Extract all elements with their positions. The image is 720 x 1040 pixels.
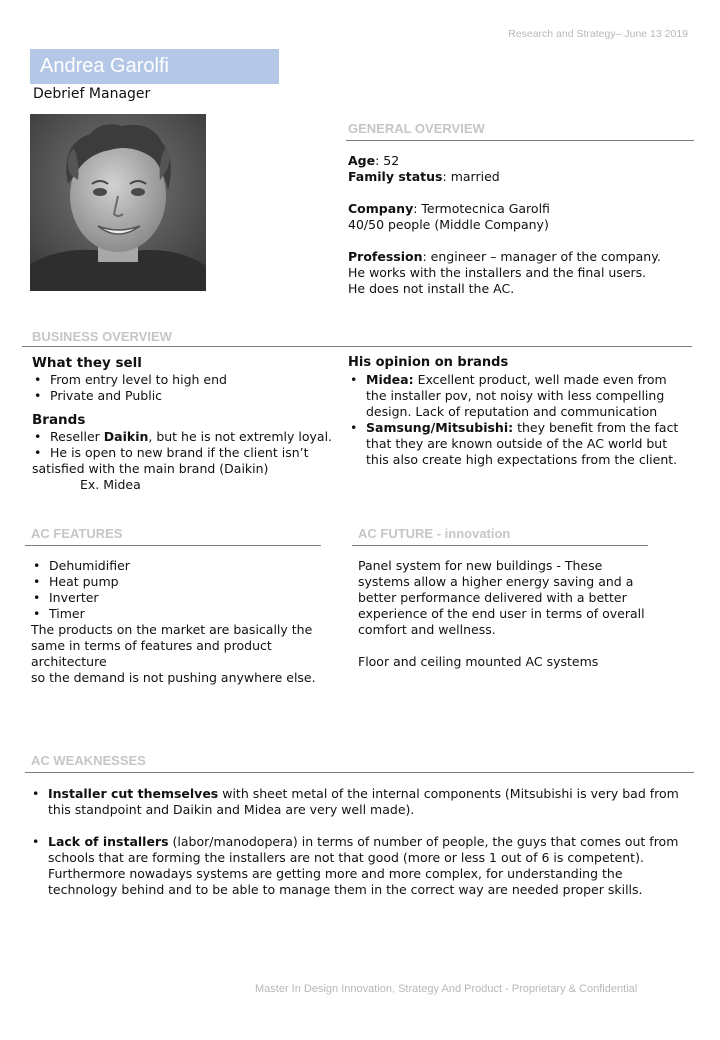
header-date-label: Research and Strategy– June 13 2019 xyxy=(508,28,688,40)
opinion-block xyxy=(348,355,686,468)
general-overview-divider xyxy=(346,140,694,141)
profession-label: Profession xyxy=(348,249,423,264)
company-size: 40/50 people (Middle Company) xyxy=(348,217,549,232)
list-item xyxy=(348,420,686,468)
what-they-sell-block xyxy=(32,355,332,493)
midea-text: Excellent product, well made even from the installer pov, not noisy with less compelling design. Lack of reputation and communication xyxy=(366,372,667,419)
list-item xyxy=(30,834,680,898)
ac-weaknesses-divider xyxy=(25,772,694,773)
age-label: Age xyxy=(348,153,376,168)
brands-item-post: , but he is not extremly loyal. xyxy=(148,429,333,444)
samsung-text: they benefit from the fact that they are known outside of the AC world but this also create high expectations from the client. xyxy=(366,420,679,467)
list-item: • Dehumidifier xyxy=(31,558,321,574)
general-overview-body xyxy=(348,153,693,297)
weakness-text: with sheet metal of the internal components (Mitsubishi is very bad from this standpoint and Daikin and Midea are very well made). xyxy=(48,786,679,817)
age-value: : 52 xyxy=(375,153,400,168)
brands-heading: Brands xyxy=(32,412,86,428)
family-status-value: : married xyxy=(442,169,500,184)
company-label: Company xyxy=(348,201,414,216)
ac-features-title: AC FEATURES xyxy=(31,526,123,541)
weakness-text: (labor/manodopera) in terms of number of people, the guys that comes out from schools that are forming the installers are not that good (more or less 1 out of 6 is competent). Furthermore nowadays systems are getting more and more complex, for understanding the technology behind and to be able to manage them in the correct way are needed proper skills. xyxy=(48,834,679,897)
ac-features-note-continuation: so the demand is not pushing anywhere else. xyxy=(31,670,316,685)
business-overview-title: BUSINESS OVERVIEW xyxy=(32,329,172,344)
brands-example: Ex. Midea xyxy=(80,477,141,492)
list-item: • He is open to new brand if the client isn’t xyxy=(32,445,332,461)
profession-value: : engineer – manager of the company. xyxy=(422,249,661,264)
profession-line: He works with the installers and the final users. xyxy=(348,265,647,280)
weakness-label: Lack of installers xyxy=(48,834,169,849)
midea-label: Midea: xyxy=(366,372,414,387)
portrait-illustration xyxy=(30,114,206,291)
ac-features-body xyxy=(31,558,321,686)
weakness-label: Installer cut themselves xyxy=(48,786,219,801)
ac-future-paragraph: Panel system for new buildings - These systems allow a higher energy saving and a better performance delivered with a better experience of the end user in terms of overall comfort and wellness. xyxy=(358,558,645,637)
list-item: • Inverter xyxy=(31,590,321,606)
ac-features-note: The products on the market are basically the same in terms of features and product architecture xyxy=(31,622,313,669)
list-item xyxy=(30,786,680,818)
family-status-label: Family status xyxy=(348,169,443,184)
person-name: Andrea Garolfi xyxy=(40,55,169,77)
list-item: • Timer xyxy=(31,606,321,622)
brand-daikin: Daikin xyxy=(103,429,149,444)
ac-future-body xyxy=(358,558,646,670)
ac-future-paragraph: Floor and ceiling mounted AC systems xyxy=(358,654,599,669)
list-item xyxy=(32,429,332,445)
ac-features-divider xyxy=(25,545,321,546)
samsung-label: Samsung/Mitsubishi: xyxy=(366,420,514,435)
footer-confidential: Master In Design Innovation, Strategy And Product - Proprietary & Confidential xyxy=(255,983,638,995)
what-they-sell-heading: What they sell xyxy=(32,355,142,371)
company-value: : Termotecnica Garolfi xyxy=(413,201,550,216)
person-role: Debrief Manager xyxy=(33,86,151,102)
list-item: • Heat pump xyxy=(31,574,321,590)
list-item: • Private and Public xyxy=(32,388,332,404)
list-item xyxy=(348,372,686,420)
name-banner xyxy=(30,49,279,84)
ac-weaknesses-body xyxy=(30,786,680,898)
brands-item-continuation: satisfied with the main brand (Daikin) xyxy=(32,461,269,476)
business-overview-divider xyxy=(22,346,692,347)
opinion-heading: His opinion on brands xyxy=(348,355,509,370)
general-overview-title: GENERAL OVERVIEW xyxy=(348,121,485,136)
ac-weaknesses-title: AC WEAKNESSES xyxy=(31,753,146,768)
brands-item-pre: Reseller xyxy=(50,429,104,444)
profession-line: He does not install the AC. xyxy=(348,281,515,296)
ac-future-title: AC FUTURE - innovation xyxy=(358,526,511,541)
list-item: • From entry level to high end xyxy=(32,372,332,388)
ac-future-divider xyxy=(352,545,648,546)
profile-photo xyxy=(30,114,206,291)
